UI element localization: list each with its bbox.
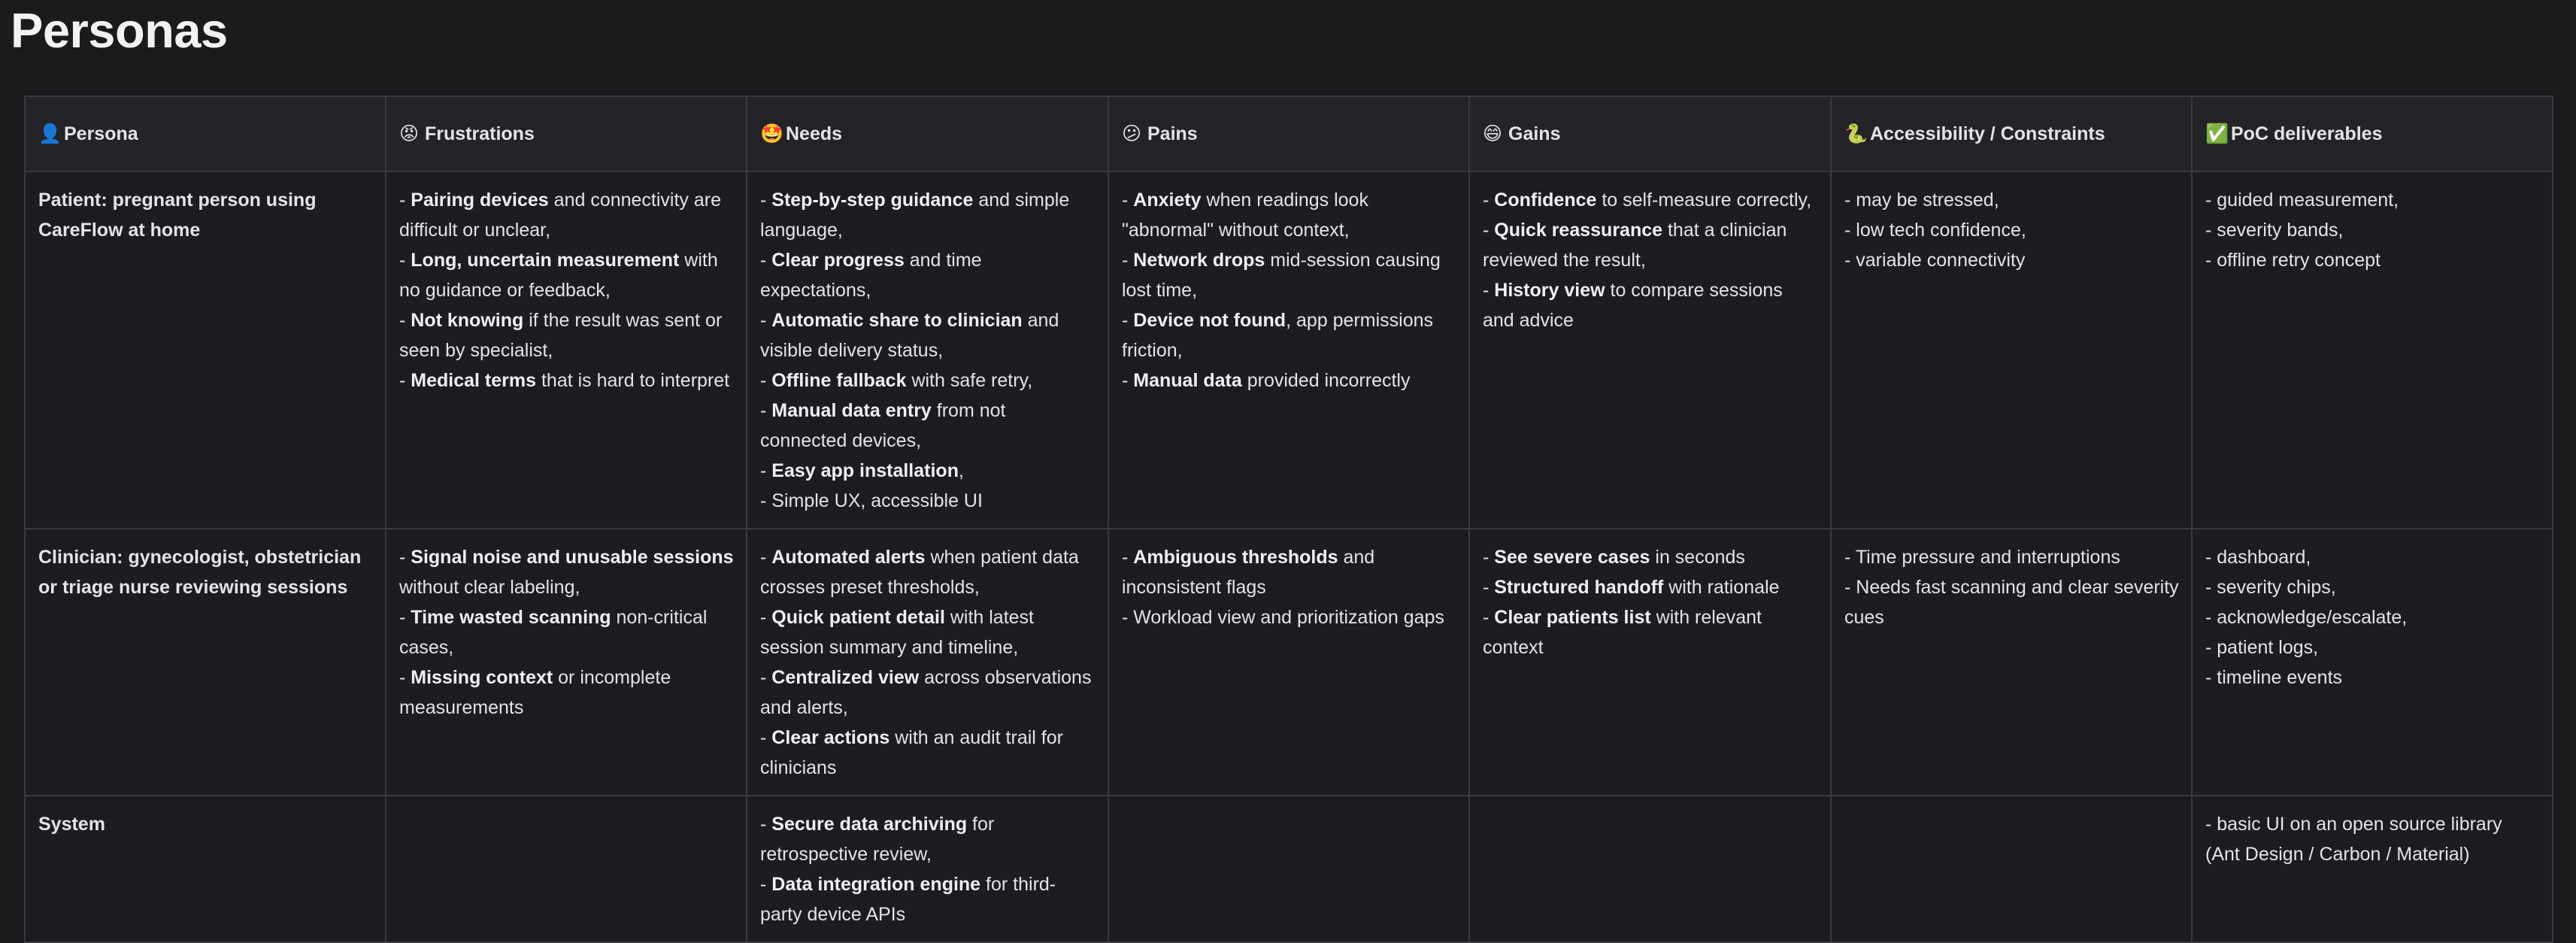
list-item: - See severe cases in seconds — [1483, 547, 1745, 568]
list-item-text: provided incorrectly — [1241, 370, 1411, 391]
list-item: - Manual data entry from not connected devices, — [760, 400, 1006, 451]
list-item: - dashboard, — [2205, 547, 2311, 568]
list-item-emphasis: Missing context — [411, 667, 553, 688]
list-item-text: Simple UX, accessible UI — [771, 490, 983, 511]
list-item-text: and visible delivery status, — [760, 310, 1059, 361]
table-cell — [2192, 796, 2553, 942]
list-item: - Medical terms that is hard to interpret — [399, 370, 730, 391]
list-item: - Clear progress and time expectations, — [760, 250, 982, 301]
list-item: - Centralized view across observations and alerts, — [760, 667, 1092, 718]
list-item: - Ambiguous thresholds and inconsistent flags — [1122, 547, 1375, 598]
table-cell — [747, 529, 1108, 796]
list-item: - Long, uncertain measurement with no guidance or feedback, — [399, 250, 718, 301]
list-item: - may be stressed, — [1844, 190, 1999, 211]
column-header-label: Pains — [1147, 123, 1198, 144]
list-item-text: Needs fast scanning and clear severity cues — [1844, 577, 2179, 628]
list-item-text: variable connectivity — [1856, 250, 2026, 271]
column-emoji-icon: 😕 — [1122, 123, 1142, 144]
list-item: - Automated alerts when patient data crosses preset thresholds, — [760, 547, 1079, 598]
list-item-text: that is hard to interpret — [536, 370, 730, 391]
list-item: - Quick patient detail with latest session summary and timeline, — [760, 607, 1034, 658]
list-item-emphasis: Quick patient detail — [771, 607, 945, 628]
list-item-emphasis: Secure data archiving — [771, 814, 968, 835]
list-item: - acknowledge/escalate, — [2205, 607, 2408, 628]
table-cell — [1469, 171, 1831, 529]
table-cell — [747, 796, 1108, 942]
list-item: - Signal noise and unusable sessions without clear labeling, — [399, 547, 734, 598]
list-item-text: non-critical cases, — [399, 607, 708, 658]
list-item: - Workload view and prioritization gaps — [1122, 607, 1444, 628]
list-item-emphasis: Not knowing — [411, 310, 524, 331]
list-item: - guided measurement, — [2205, 190, 2399, 211]
table-cell — [1469, 796, 1831, 942]
list-item-text: offline retry concept — [2217, 250, 2381, 271]
list-item-text: may be stressed, — [1856, 190, 1999, 211]
table-cell — [1108, 171, 1469, 529]
column-header-frustrations — [386, 96, 747, 171]
list-item: - Step-by-step guidance and simple language, — [760, 190, 1070, 241]
table-row — [25, 796, 2553, 942]
column-emoji-icon: 🤩 — [760, 123, 784, 144]
list-item-text: and simple language, — [760, 190, 1070, 241]
list-item-text: acknowledge/escalate, — [2217, 607, 2408, 628]
list-item-text: with an audit trail for clinicians — [760, 727, 1063, 778]
table-cell — [2192, 171, 2553, 529]
list-item: - Time wasted scanning non-critical cases, — [399, 607, 708, 658]
list-item: - Confidence to self-measure correctly, — [1483, 190, 1812, 211]
column-emoji-icon: 👤 — [38, 123, 62, 144]
list-item-emphasis: Medical terms — [411, 370, 537, 391]
list-item: - Structured handoff with rationale — [1483, 577, 1780, 598]
list-item-emphasis: Structured handoff — [1494, 577, 1664, 598]
list-item-emphasis: Signal noise and unusable sessions — [411, 547, 734, 568]
column-header-label: Accessibility / Constraints — [1870, 123, 2105, 144]
list-item: - Clear actions with an audit trail for clinicians — [760, 727, 1063, 778]
list-item-emphasis: Device not found — [1133, 310, 1286, 331]
column-header-label: Persona — [64, 123, 138, 144]
list-item-emphasis: Data integration engine — [771, 874, 981, 895]
list-item-emphasis: Centralized view — [771, 667, 920, 688]
list-item-emphasis: Anxiety — [1133, 190, 1202, 211]
column-emoji-icon: 😄 — [1483, 123, 1503, 144]
column-header-pains — [1108, 96, 1469, 171]
column-header-label: Frustrations — [425, 123, 535, 144]
list-item: - low tech confidence, — [1844, 220, 2026, 241]
list-item-emphasis: Time wasted scanning — [411, 607, 611, 628]
list-item: - offline retry concept — [2205, 250, 2381, 271]
table-cell — [386, 171, 747, 529]
table-cell — [386, 796, 747, 942]
list-item-emphasis: Clear patients list — [1494, 607, 1651, 628]
list-item-text: low tech confidence, — [1856, 220, 2026, 241]
list-item: - timeline events — [2205, 667, 2343, 688]
list-item: - Time pressure and interruptions — [1844, 547, 2120, 568]
list-item-text: for retrospective review, — [760, 814, 995, 865]
list-item: - Clear patients list with relevant context — [1483, 607, 1762, 658]
table-cell — [386, 529, 747, 796]
table-cell — [1469, 529, 1831, 796]
list-item-text: that a clinician reviewed the result, — [1483, 220, 1787, 271]
list-item-text: , — [958, 460, 964, 481]
list-item-text: or incomplete measurements — [399, 667, 671, 718]
personas-table — [24, 96, 2553, 943]
table-cell — [1831, 529, 2192, 796]
table-cell — [1831, 171, 2192, 529]
list-item-text: with rationale — [1663, 577, 1780, 598]
list-item-emphasis: Offline fallback — [771, 370, 907, 391]
list-item-emphasis: See severe cases — [1494, 547, 1650, 568]
list-item: - basic UI on an open source library (Ant Design / Carbon / Material) — [2205, 814, 2502, 865]
list-item-text: with no guidance or feedback, — [399, 250, 718, 301]
list-item-emphasis: Automated alerts — [771, 547, 926, 568]
list-item: - severity chips, — [2205, 577, 2336, 598]
table-cell — [747, 171, 1108, 529]
list-item-text: and inconsistent flags — [1122, 547, 1375, 598]
list-item: - Anxiety when readings look "abnormal" without context, — [1122, 190, 1368, 241]
table-row — [25, 529, 2553, 796]
column-emoji-icon: 😡 — [399, 123, 420, 144]
list-item-text: without clear labeling, — [399, 577, 580, 598]
list-item-text: with relevant context — [1483, 607, 1762, 658]
list-item: - Missing context or incomplete measurements — [399, 667, 671, 718]
list-item: - Quick reassurance that a clinician reviewed the result, — [1483, 220, 1787, 271]
list-item-text: dashboard, — [2217, 547, 2311, 568]
list-item-text: and time expectations, — [760, 250, 982, 301]
list-item-text: in seconds — [1650, 547, 1745, 568]
list-item: - patient logs, — [2205, 637, 2319, 658]
table-cell — [1831, 796, 2192, 942]
column-header-gains — [1469, 96, 1831, 171]
list-item-emphasis: Long, uncertain measurement — [411, 250, 680, 271]
list-item-text: guided measurement, — [2217, 190, 2399, 211]
table-row — [25, 171, 2553, 529]
list-item: - Not knowing if the result was sent or seen by specialist, — [399, 310, 723, 361]
list-item: - History view to compare sessions and advice — [1483, 280, 1783, 331]
list-item: - Data integration engine for third-party device APIs — [760, 874, 1056, 925]
column-header-label: Gains — [1508, 123, 1561, 144]
column-header-persona — [25, 96, 386, 171]
list-item-text: timeline events — [2217, 667, 2343, 688]
list-item-text: from not connected devices, — [760, 400, 1006, 451]
column-emoji-icon: 🐍 — [1844, 123, 1868, 144]
list-item-text: mid-session causing lost time, — [1122, 250, 1441, 301]
list-item-text: severity chips, — [2217, 577, 2336, 598]
list-item: - Simple UX, accessible UI — [760, 490, 983, 511]
list-item-emphasis: Easy app installation — [771, 460, 959, 481]
list-item: - Automatic share to clinician and visible delivery status, — [760, 310, 1059, 361]
list-item: - variable connectivity — [1844, 250, 2026, 271]
persona-cell: Clinician: gynecologist, obstetrician or triage nurse reviewing sessions — [25, 529, 386, 796]
column-emoji-icon: ✅ — [2205, 123, 2229, 144]
list-item-emphasis: Manual data — [1133, 370, 1242, 391]
list-item-emphasis: Step-by-step guidance — [771, 190, 974, 211]
list-item: - Secure data archiving for retrospective review, — [760, 814, 995, 865]
page-title: Personas — [11, 3, 228, 58]
column-header-label: PoC deliverables — [2231, 123, 2383, 144]
list-item-emphasis: History view — [1494, 280, 1605, 301]
list-item-emphasis: Network drops — [1133, 250, 1265, 271]
list-item-emphasis: Clear actions — [771, 727, 890, 748]
column-header-label: Needs — [786, 123, 843, 144]
list-item-text: across observations and alerts, — [760, 667, 1092, 718]
list-item-text: if the result was sent or seen by specialist, — [399, 310, 723, 361]
table-cell — [2192, 529, 2553, 796]
list-item-text: when patient data crosses preset thresholds, — [760, 547, 1079, 598]
persona-cell: System — [25, 796, 386, 942]
list-item-emphasis: Manual data entry — [771, 400, 932, 421]
list-item-text: and connectivity are difficult or unclear, — [399, 190, 722, 241]
list-item-emphasis: Confidence — [1494, 190, 1597, 211]
persona-cell: Patient: pregnant person using CareFlow at home — [25, 171, 386, 529]
list-item-text: with latest session summary and timeline, — [760, 607, 1034, 658]
list-item-text: to self-measure correctly, — [1596, 190, 1812, 211]
list-item-text: when readings look "abnormal" without context, — [1122, 190, 1368, 241]
list-item-text: Time pressure and interruptions — [1855, 547, 2120, 568]
list-item-emphasis: Clear progress — [771, 250, 905, 271]
list-item: - Pairing devices and connectivity are difficult or unclear, — [399, 190, 722, 241]
list-item: - Needs fast scanning and clear severity cues — [1844, 577, 2179, 628]
column-header-poc-deliverables — [2192, 96, 2553, 171]
list-item-text: Workload view and prioritization gaps — [1133, 607, 1444, 628]
list-item-emphasis: Ambiguous thresholds — [1133, 547, 1338, 568]
list-item: - Easy app installation, — [760, 460, 964, 481]
list-item-text: to compare sessions and advice — [1483, 280, 1783, 331]
list-item: - Manual data provided incorrectly — [1122, 370, 1411, 391]
list-item-text: severity bands, — [2217, 220, 2344, 241]
list-item-text: patient logs, — [2217, 637, 2319, 658]
list-item: - Device not found, app permissions friction, — [1122, 310, 1434, 361]
list-item-text: with safe retry, — [906, 370, 1033, 391]
list-item-emphasis: Automatic share to clinician — [771, 310, 1023, 331]
table-cell — [1108, 529, 1469, 796]
table-cell — [1108, 796, 1469, 942]
table-header-row — [25, 96, 2553, 171]
list-item-text: , app permissions friction, — [1122, 310, 1434, 361]
column-header-needs — [747, 96, 1108, 171]
list-item-text: basic UI on an open source library (Ant Design / Carbon / Material) — [2205, 814, 2502, 865]
list-item: - severity bands, — [2205, 220, 2344, 241]
list-item: - Network drops mid-session causing lost time, — [1122, 250, 1441, 301]
list-item-text: for third-party device APIs — [760, 874, 1056, 925]
list-item-emphasis: Quick reassurance — [1494, 220, 1663, 241]
list-item: - Offline fallback with safe retry, — [760, 370, 1033, 391]
list-item-emphasis: Pairing devices — [411, 190, 549, 211]
column-header-accessibility-constraints — [1831, 96, 2192, 171]
